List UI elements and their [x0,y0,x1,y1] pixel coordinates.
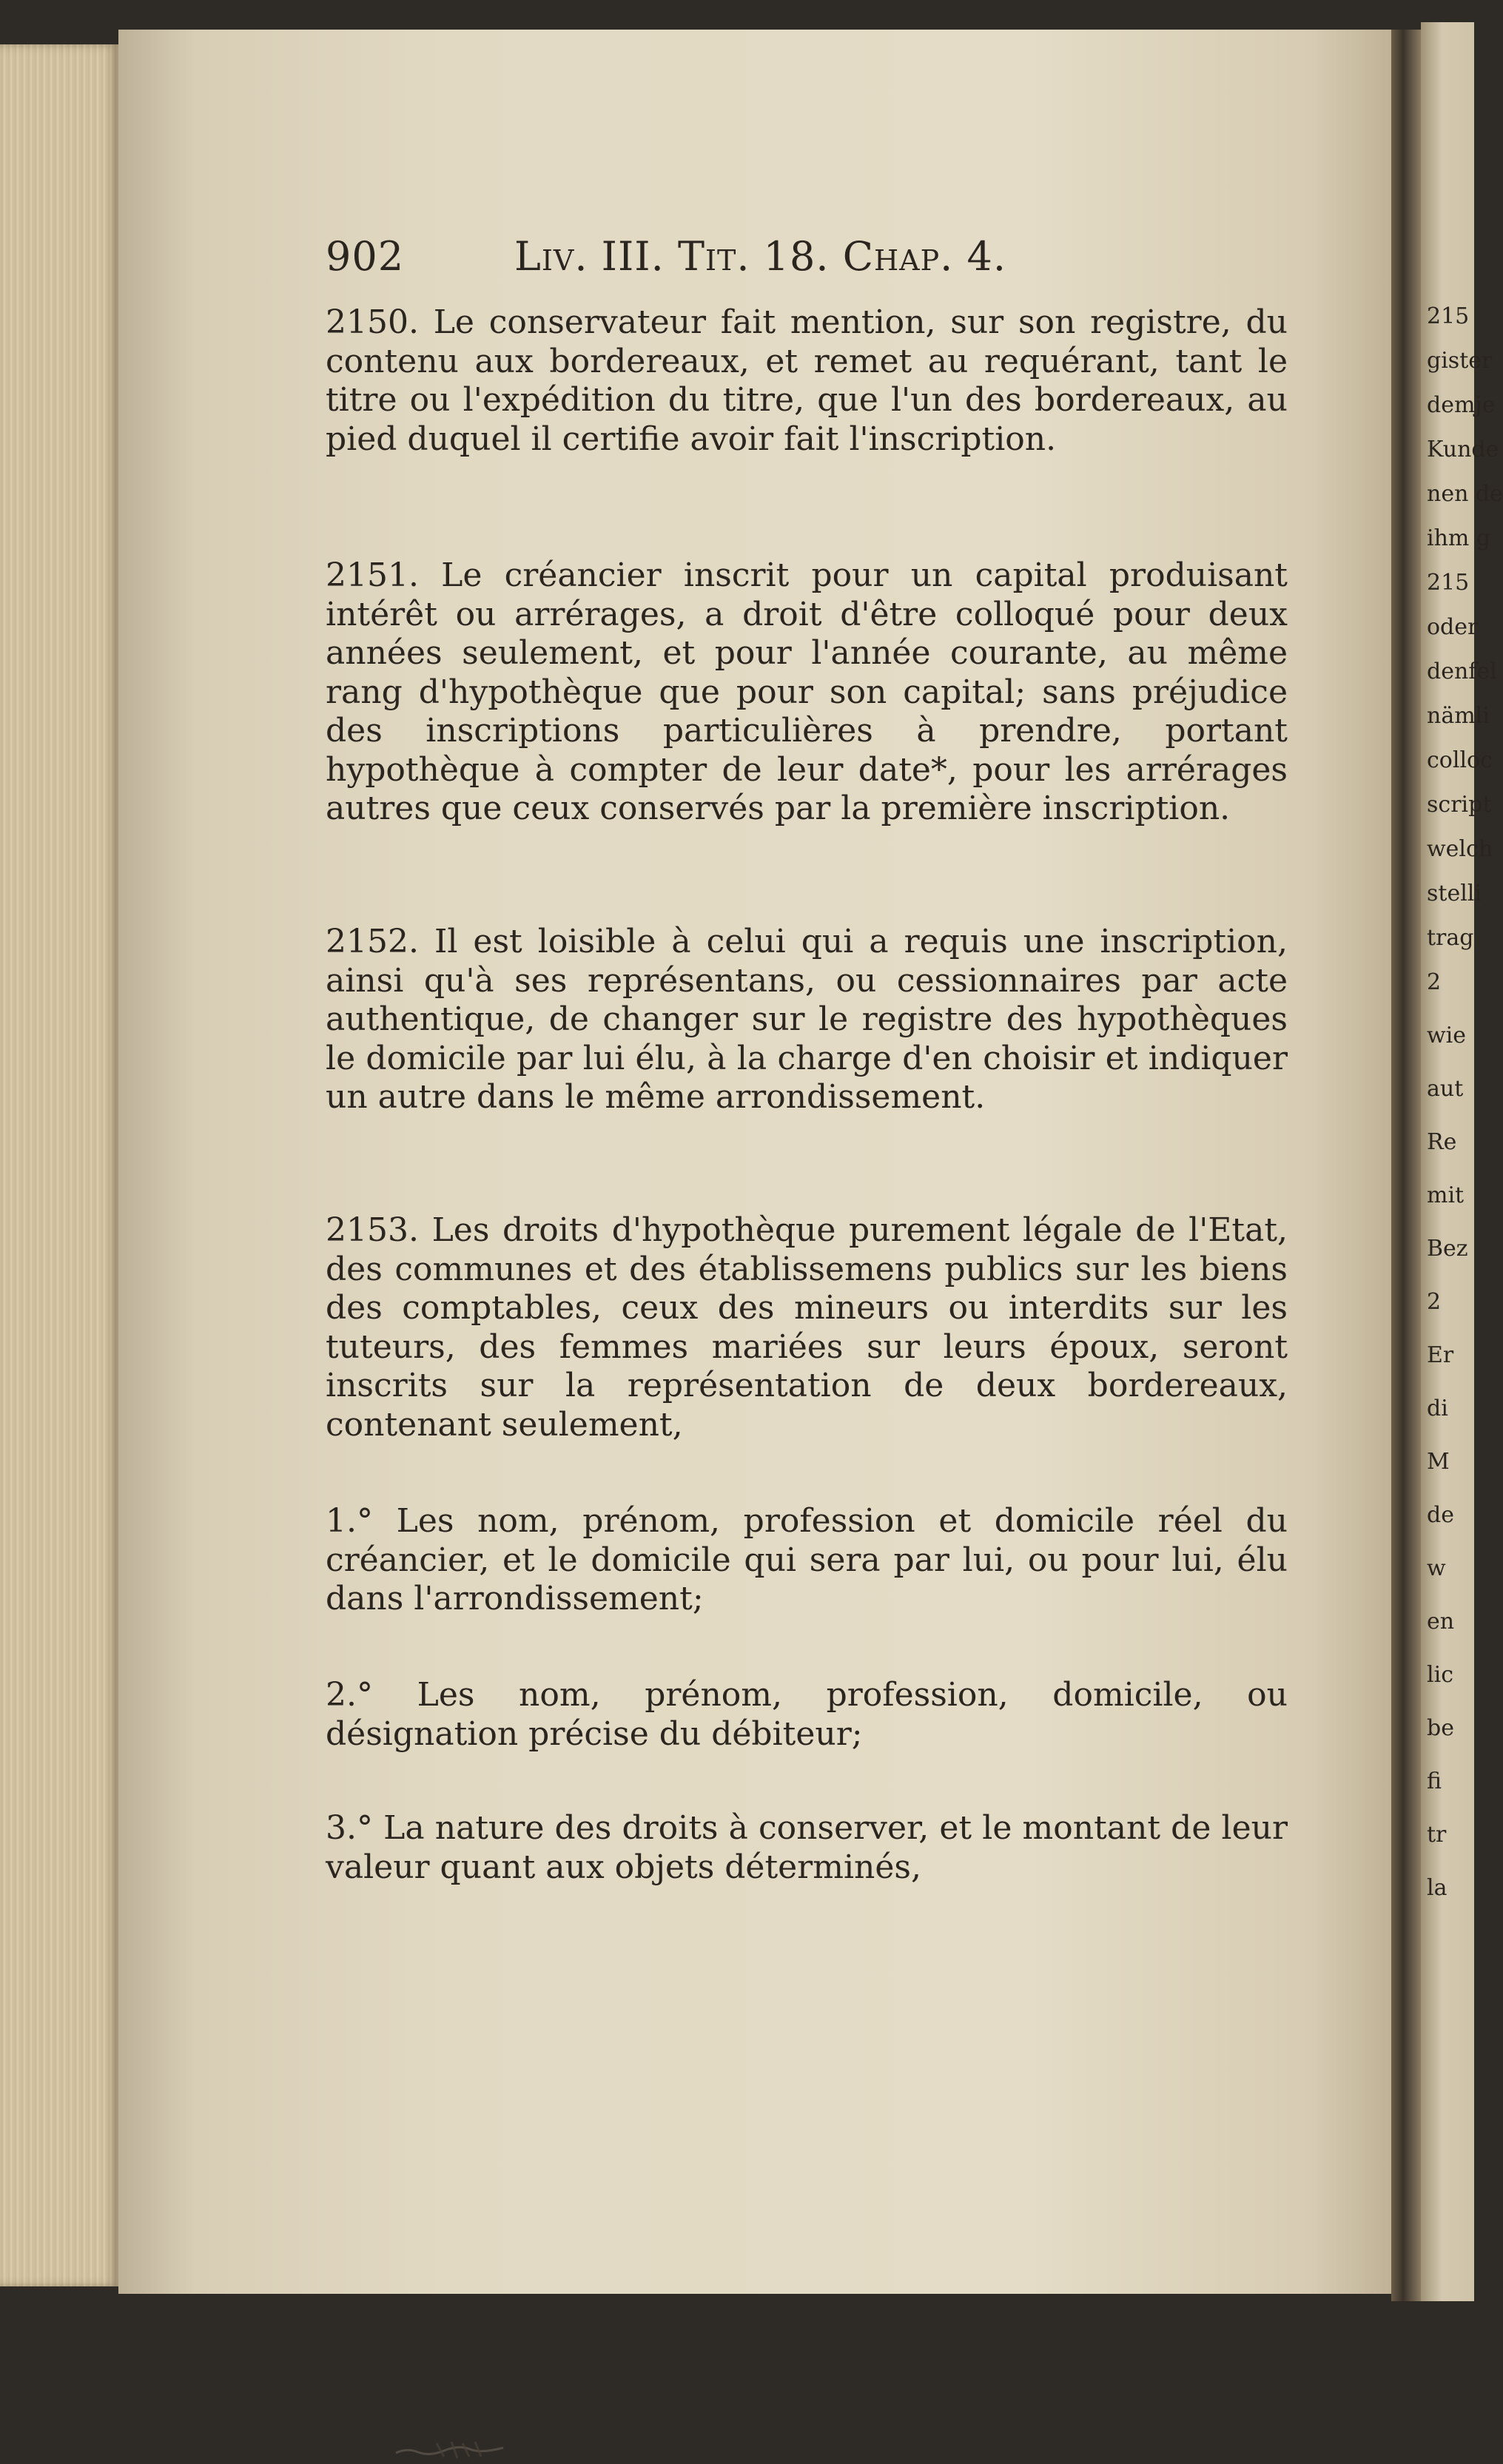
facing-page-fragment-line: la [1427,1875,1447,1901]
facing-page-fragment-line: script [1427,792,1492,818]
facing-page-fragment-line: be [1427,1715,1454,1741]
facing-page-fragment-line: Er [1427,1342,1454,1368]
facing-page-fragment-line: aut [1427,1076,1464,1102]
article-2151: 2151. Le créancier inscrit pour un capital produisant intérêt ou arrérages, a droit d'être colloqué pour deux années seulement, et pour l'année courante, au même rang d'hypothèque que pour son capital; sans préjudice des inscriptions particulières à prendre, portant hypothèque à compter de leur date*, pour les arrérages autres que ceux conservés par la première inscription. [326,556,1288,827]
facing-page-fragment-line: denfel [1427,659,1497,684]
facing-page-fragment-line: 215 [1427,303,1470,329]
facing-page-fragment-line: M [1427,1449,1450,1475]
facing-page-fragment-line: nen de [1427,481,1503,507]
item-1: 1.° Les nom, prénom, profession et domicile réel du créancier, et le domicile qui sera par lui, ou pour lui, élu dans l'arrondissement; [326,1502,1288,1618]
item-2: 2.° Les nom, prénom, profession, domicile, ou désignation précise du débiteur; [326,1676,1288,1753]
facing-page-fragment-line: en [1427,1609,1455,1635]
running-title: Liv. III. Tit. 18. Chap. 4. [514,233,1007,280]
facing-page-fragment-line: de [1427,1502,1454,1528]
facing-page-fragment [1421,22,1503,2301]
page-number: 902 [326,233,405,280]
facing-page-fragment-line: welch [1427,836,1493,862]
facing-page-fragment-line: fi [1427,1768,1442,1794]
facing-page-fragment-line: mit [1427,1182,1465,1208]
facing-page-fragment-line: 2 [1427,969,1442,995]
facing-page-fragment-line: Bez [1427,1236,1468,1262]
facing-page-fragment-line: trag [1427,925,1474,951]
facing-page-fragment-line: stelli [1427,881,1482,906]
article-2150: 2150. Le conservateur fait mention, sur son registre, du contenu aux bordereaux, et remet au requérant, tant le titre ou l'expédition du titre, que l'un des bordereaux, au pied duquel il certifie avoir fait l'inscription. [326,303,1288,458]
item-3: 3.° La nature des droits à conserver, et le montant de leur valeur quant aux objets déterminés, [326,1809,1288,1886]
facing-page-fragment-line: lic [1427,1662,1453,1688]
facing-page-fragment-line: Re [1427,1129,1457,1155]
facing-page-fragment-line: colloc [1427,747,1493,773]
facing-page-fragment-line: nämli [1427,703,1490,729]
article-2152: 2152. Il est loisible à celui qui a requis une inscription, ainsi qu'à ses représentans, ou cessionnaires par acte authentique, de changer sur le registre des hypothèques le domicile par lui élu, à la charge d'en choisir et indiquer un autre dans le même arrondissement. [326,923,1288,1116]
facing-page-fragment-line: tr [1427,1822,1447,1848]
facing-page-fragment-line: oder [1427,614,1479,640]
book-page-edges [0,44,118,2286]
book-gutter [1391,30,1421,2301]
facing-page-fragment-line: wie [1427,1023,1467,1048]
ink-smudge-mark [392,2434,511,2464]
facing-page-fragment-line: 215 [1427,570,1470,596]
facing-page-fragment-line: 2 [1427,1289,1442,1315]
facing-page-fragment-line: ihm g [1427,525,1491,551]
facing-page-fragment-line: Kunde [1427,437,1499,462]
article-2153: 2153. Les droits d'hypothèque purement légale de l'Etat, des communes et des établissemens publics sur les biens des comptables, ceux des mineurs ou interdits sur les tuteurs, des femmes mariées sur leurs époux, seront inscrits sur la représentation de deux bordereaux, contenant seulement, [326,1211,1288,1444]
facing-page-fragment-line: gister [1427,348,1493,374]
facing-page-fragment-line: di [1427,1396,1448,1421]
facing-page-fragment-line: demje [1427,392,1496,418]
facing-page-fragment-line: w [1427,1555,1446,1581]
